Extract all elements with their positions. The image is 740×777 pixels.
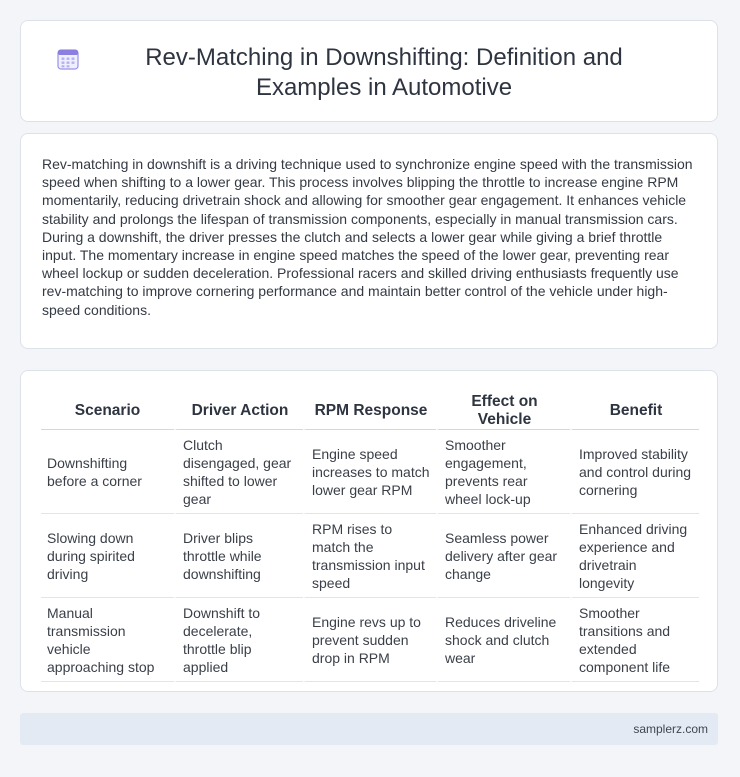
table-cell: Reduces driveline shock and clutch wear <box>436 598 570 682</box>
table-cell: Clutch disengaged, gear shifted to lower gear <box>174 430 303 514</box>
table-cell: Driver blips throttle while downshifting <box>174 514 303 598</box>
table-row <box>41 514 699 598</box>
header-driver-action: Driver Action <box>174 391 303 430</box>
table-cell: RPM rises to match the transmission input speed <box>303 514 436 598</box>
header-effect-on-vehicle: Effect on Vehicle <box>436 391 570 430</box>
table-cell: Smoother engagement, prevents rear wheel lock-up <box>436 430 570 514</box>
table-header-row <box>41 391 699 430</box>
table-cell: Downshift to decelerate, throttle blip applied <box>174 598 303 682</box>
table-cell: Engine revs up to prevent sudden drop in RPM <box>303 598 436 682</box>
description-text: Rev-matching in downshift is a driving technique used to synchronize engine speed with the transmission speed when shifting to a lower gear. This process involves blipping the throttle to increase engine RPM momentarily, reducing drivetrain shock and allowing for smoother gear engagement. It enhances vehicle stability and prolongs the lifespan of transmission components, especially in manual transmission cars. During a downshift, the driver presses the clutch and selects a lower gear while giving a brief throttle input. The momentary increase in engine speed matches the speed of the lower gear, preventing rear wheel lockup or sudden deceleration. Professional racers and skilled driving enthusiasts frequently use rev-matching to improve cornering performance and maintain better control of the vehicle under high-speed conditions. <box>42 156 693 318</box>
footer-bar <box>20 713 718 745</box>
table-row <box>41 430 699 514</box>
table-cell: Smoother transitions and extended component life <box>570 598 699 682</box>
table-cell: Seamless power delivery after gear change <box>436 514 570 598</box>
table-cell: Manual transmission vehicle approaching stop <box>41 598 174 682</box>
table-cell: Engine speed increases to match lower gear RPM <box>303 430 436 514</box>
title-card <box>20 20 718 122</box>
table-row <box>41 598 699 682</box>
footer-site-link[interactable]: samplerz.com <box>633 722 708 736</box>
table-cell: Improved stability and control during cornering <box>570 430 699 514</box>
header-rpm-response: RPM Response <box>303 391 436 430</box>
table-cell: Enhanced driving experience and drivetrain longevity <box>570 514 699 598</box>
table-cell: Slowing down during spirited driving <box>41 514 174 598</box>
comparison-table <box>41 391 699 682</box>
header-benefit: Benefit <box>570 391 699 430</box>
header-scenario: Scenario <box>41 391 174 430</box>
table-cell: Downshifting before a corner <box>41 430 174 514</box>
table-card <box>20 370 718 692</box>
description-card <box>20 133 718 349</box>
page-title: Rev-Matching in Downshifting: Definition and Examples in Automotive <box>145 44 623 101</box>
